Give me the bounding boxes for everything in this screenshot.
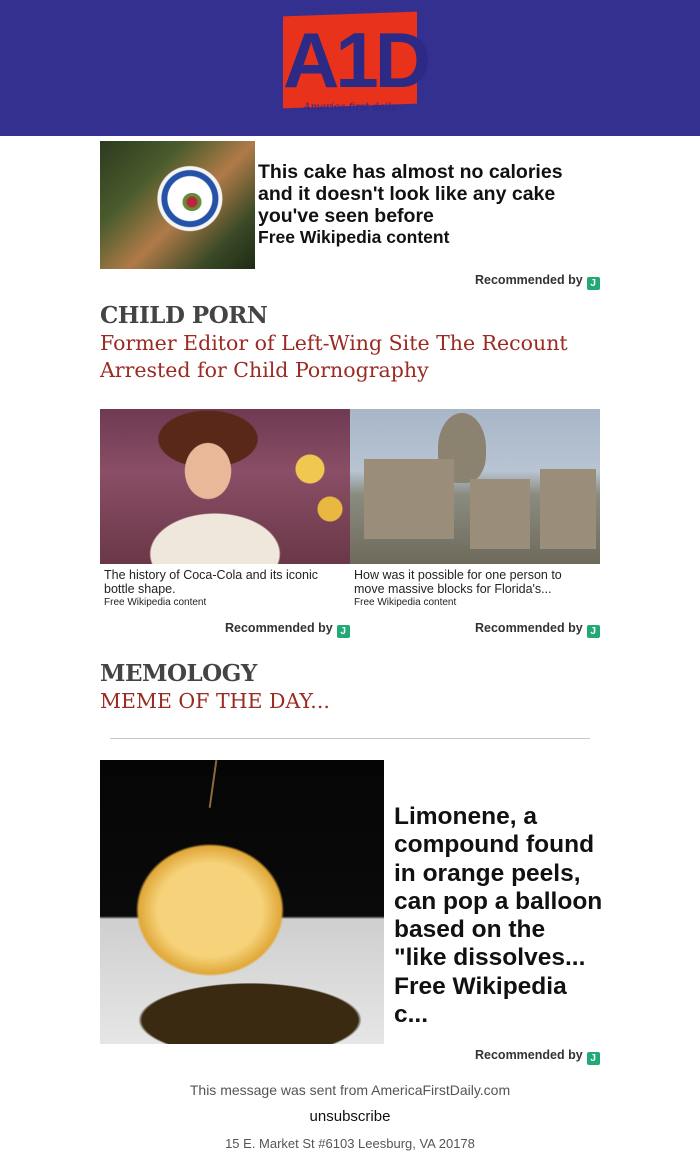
ad-title-limonene[interactable] (394, 803, 604, 1029)
ad-source-text: Free Wikipedia c... (394, 972, 567, 1029)
divider (110, 738, 590, 739)
article-headline-link[interactable]: Former Editor of Left-Wing Site The Recount Arrested for Child Pornography (100, 331, 568, 382)
section-label-category: CHILD PORN (100, 302, 268, 329)
ad-title[interactable]: This cake has almost no calories and it doesn't look like any cake you've seen before (258, 161, 563, 227)
ad-title-text: Limonene, a compound found in orange peels, can pop a balloon based on the "like dissolves... (394, 803, 603, 972)
jubna-logo-icon: J (587, 1052, 600, 1065)
sponsored-ad-cake[interactable] (100, 141, 600, 269)
footer-sent-from: This message was sent from AmericaFirstDaily.com (189, 1082, 511, 1098)
ad-source-left[interactable]: Free Wikipedia content (104, 597, 207, 608)
jubna-logo-icon: J (587, 625, 600, 638)
recommended-label: Recommended by (475, 1048, 583, 1062)
meme-of-the-day-link[interactable]: MEME OF THE DAY... (100, 689, 330, 713)
ad-source[interactable]: Free Wikipedia content (258, 227, 450, 247)
section-label-memology: MEMOLOGY (100, 660, 257, 687)
logo-text: A1D (283, 16, 428, 104)
ad-title-left[interactable]: The history of Coca-Cola and its iconic bottle shape. (104, 568, 318, 596)
jubna-logo-icon: J (587, 277, 600, 290)
ad-source-right[interactable]: Free Wikipedia content (354, 597, 457, 608)
ad-title-right[interactable]: How was it possible for one person to move massive blocks for Florida's... (354, 568, 562, 596)
recommended-by-badge-right[interactable] (475, 620, 600, 636)
ad-image-coca-cola[interactable] (100, 409, 350, 564)
recommended-by-badge-left[interactable] (225, 620, 350, 636)
recommended-by-badge[interactable] (475, 272, 600, 288)
stone-wall-graphic (540, 469, 596, 549)
stone-wall-graphic (364, 459, 454, 539)
recommended-by-badge-bottom[interactable] (475, 1047, 600, 1063)
ad-image-coral-castle[interactable] (350, 409, 600, 564)
site-logo[interactable] (283, 14, 428, 120)
recommended-label: Recommended by (225, 621, 333, 635)
unsubscribe-link[interactable]: unsubscribe (309, 1108, 391, 1125)
logo-tagline: America first daily (303, 102, 397, 113)
stone-wall-graphic (470, 479, 530, 549)
ad-image-cake[interactable] (100, 141, 255, 269)
jubna-logo-icon: J (337, 625, 350, 638)
dessert-dish-graphic (182, 193, 202, 211)
needle-graphic (209, 760, 218, 808)
footer-address: 15 E. Market St #6103 Leesburg, VA 20178 (225, 1136, 475, 1151)
header-banner (0, 0, 700, 136)
ad-image-balloon[interactable] (100, 760, 384, 1044)
recommended-label: Recommended by (475, 621, 583, 635)
recommended-label: Recommended by (475, 273, 583, 287)
